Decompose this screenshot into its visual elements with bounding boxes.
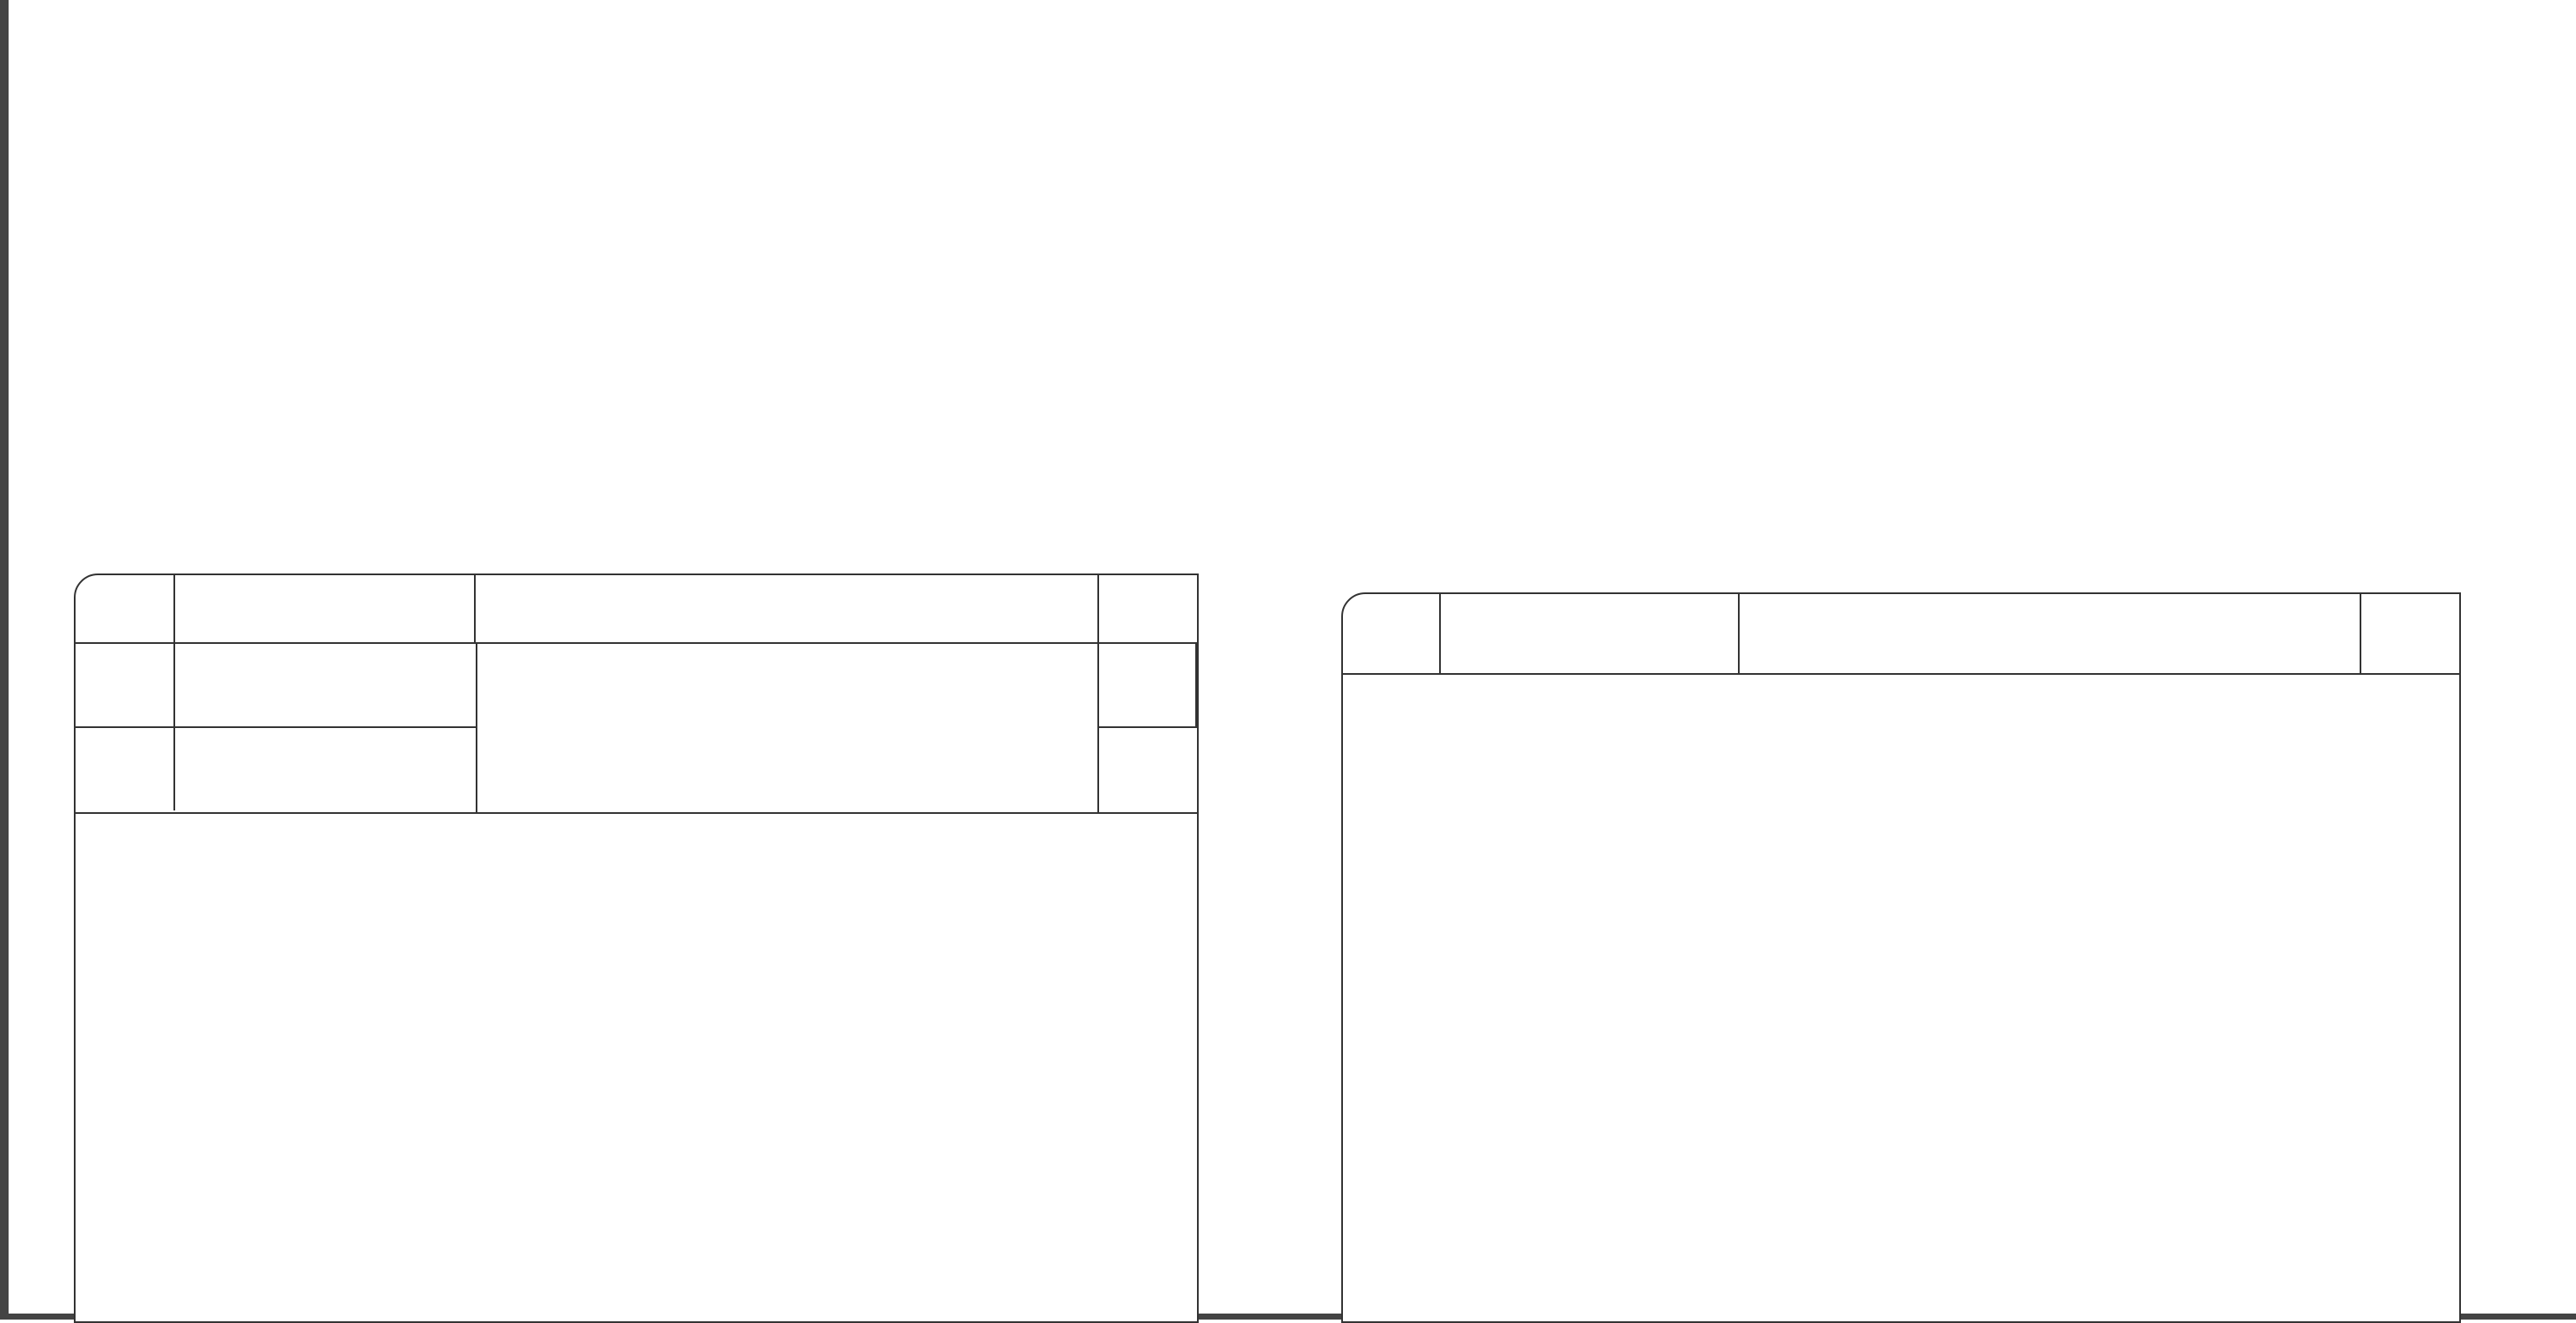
stitch-table-left (74, 574, 1199, 1323)
viewer-left-border (0, 0, 9, 1320)
header-maxwidth (1099, 575, 1197, 642)
header-no (1343, 594, 1441, 673)
row-maxwidth (1099, 644, 1197, 728)
row-maxwidth (1099, 728, 1197, 810)
header-description (1441, 594, 1740, 673)
row-description (175, 644, 476, 728)
row-no (76, 644, 175, 728)
header-no (76, 575, 175, 642)
row-no (76, 728, 175, 810)
table-header-row (1343, 594, 2459, 675)
table-row-merged (76, 644, 1197, 814)
row-description (175, 728, 476, 810)
header-maxwidth (2361, 594, 2459, 673)
stitch-table-right (1341, 592, 2461, 1323)
header-description (175, 575, 476, 642)
spiral-binding (1211, 245, 1340, 1318)
table-header-row (76, 575, 1197, 644)
header-application (1740, 594, 2361, 673)
row-application (476, 644, 1099, 812)
header-application (476, 575, 1099, 642)
